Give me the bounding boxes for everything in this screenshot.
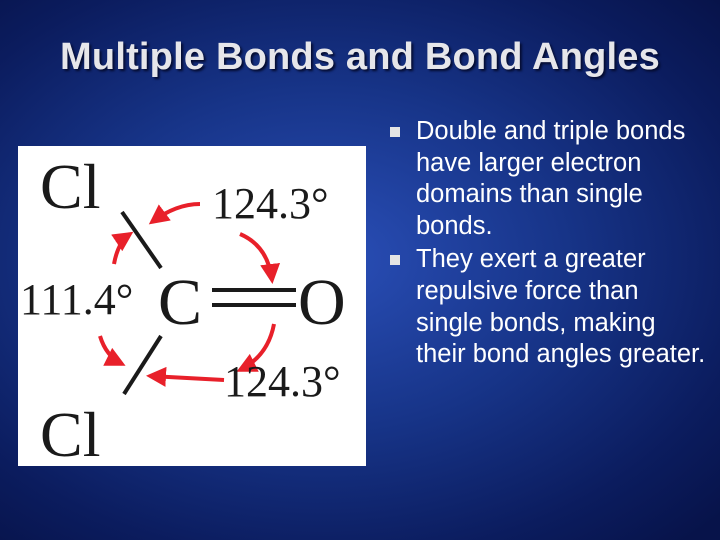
chlorine-top-label: Cl [40, 151, 101, 222]
carbon-label: C [158, 266, 203, 339]
bullet-list [388, 116, 708, 371]
angle-arrow-top-left [152, 204, 200, 222]
bullet-item [388, 116, 708, 242]
bullet-text: Double and triple bonds have larger electron domains than single bonds. [416, 117, 686, 240]
angle-label-upper-right: 124.3° [212, 179, 329, 228]
square-bullet-icon [390, 127, 400, 137]
bullet-text: They exert a greater repulsive force than single bonds, making their bond angles greater. [416, 245, 706, 369]
square-bullet-icon [390, 255, 400, 265]
chlorine-bottom-label: Cl [40, 399, 101, 466]
angle-label-lower-right: 124.3° [224, 357, 341, 406]
angle-label-left: 111.4° [20, 275, 134, 324]
bond-angle-diagram [18, 146, 366, 466]
angle-arrow-bottom-left [150, 376, 224, 380]
angle-arrow-left-upper [114, 234, 130, 264]
bullet-item [388, 244, 708, 370]
single-bond-bottom [124, 336, 161, 394]
oxygen-label: O [298, 266, 346, 339]
angle-arrow-top-right [240, 234, 272, 280]
slide-title: Multiple Bonds and Bond Angles [60, 36, 660, 78]
angle-arrow-left-lower [100, 336, 122, 364]
